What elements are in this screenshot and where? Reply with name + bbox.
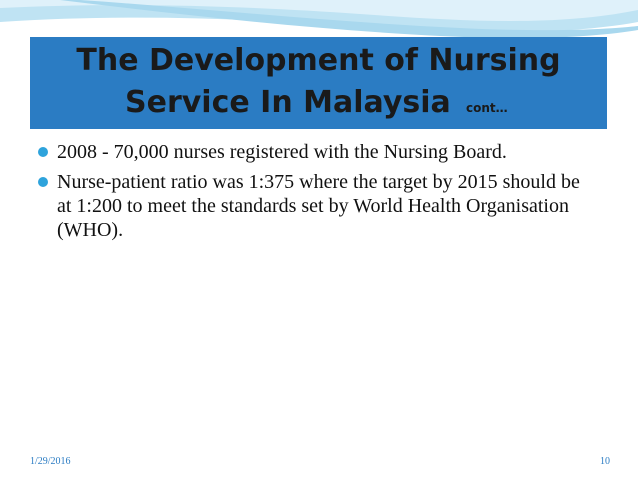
footer-date: 1/29/2016 (30, 456, 71, 467)
bullet-item (36, 140, 596, 164)
bullet-dot-icon (38, 147, 48, 157)
slide-title-line1: The Development of Nursing (76, 43, 561, 78)
page-number: 10 (600, 456, 610, 467)
slide-title-line2: Service In Malaysia (125, 85, 451, 120)
bullet-item (36, 170, 596, 242)
bullet-dot-icon (38, 177, 48, 187)
title-continued-label: cont… (466, 101, 508, 115)
bullet-list (36, 140, 596, 248)
bullet-text: 2008 - 70,000 nurses registered with the Nursing Board. (57, 141, 507, 163)
bullet-text: Nurse-patient ratio was 1:375 where the target by 2015 should be at 1:200 to meet the standards set by World Health Organisation (WHO). (57, 171, 580, 241)
title-bar (30, 37, 607, 129)
